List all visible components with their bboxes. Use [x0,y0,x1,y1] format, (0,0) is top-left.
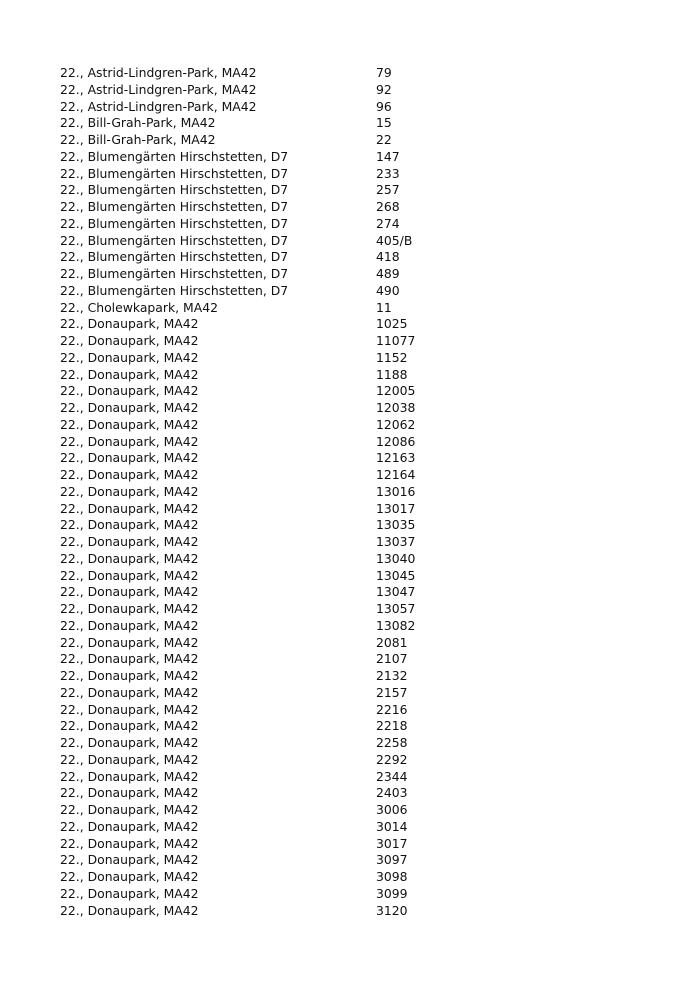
number-cell: 92 [376,81,392,97]
location-cell: 22., Donaupark, MA42 [60,416,199,432]
location-cell: 22., Blumengärten Hirschstetten, D7 [60,232,289,248]
location-cell: 22., Donaupark, MA42 [60,802,199,817]
location-cell: 22., Blumengärten Hirschstetten, D7 [60,215,289,231]
number-cell: 3099 [376,885,408,901]
number-cell: 79 [376,65,392,80]
location-cell: 22., Donaupark, MA42 [60,668,199,683]
location-cell: 22., Donaupark, MA42 [60,869,199,884]
number-cell: 1025 [376,316,408,332]
number-cell: 22 [376,132,392,147]
location-cell: 22., Blumengärten Hirschstetten, D7 [60,165,289,181]
location-cell: 22., Donaupark, MA42 [60,333,199,348]
number-cell: 13037 [376,534,416,549]
number-cell: 12038 [376,400,416,415]
location-cell: 22., Donaupark, MA42 [60,366,199,382]
number-cell: 13017 [376,500,416,516]
location-cell: 22., Blumengärten Hirschstetten, D7 [60,249,289,265]
number-cell: 2258 [376,735,408,750]
number-cell: 3097 [376,852,408,868]
location-cell: 22., Donaupark, MA42 [60,500,199,516]
number-cell: 257 [376,182,400,198]
number-cell: 12164 [376,467,416,482]
number-cell: 11077 [376,333,416,348]
number-cell: 13035 [376,517,416,533]
number-cell: 274 [376,215,400,231]
number-cell: 3017 [376,835,408,851]
location-cell: 22., Blumengärten Hirschstetten, D7 [60,182,289,198]
location-cell: 22., Blumengärten Hirschstetten, D7 [60,266,289,281]
location-cell: 22., Donaupark, MA42 [60,467,199,482]
location-cell: 22., Donaupark, MA42 [60,517,199,533]
number-cell: 13016 [376,483,416,499]
number-cell: 2107 [376,651,408,667]
location-cell: 22., Astrid-Lindgren-Park, MA42 [60,65,257,80]
number-cell: 13045 [376,567,416,583]
number-cell: 147 [376,148,400,164]
location-cell: 22., Donaupark, MA42 [60,751,199,767]
number-cell: 233 [376,165,400,181]
location-cell: 22., Donaupark, MA42 [60,567,199,583]
number-cell: 12062 [376,416,416,432]
number-cell: 3098 [376,869,408,884]
number-cell: 1152 [376,349,408,365]
number-cell: 2292 [376,751,408,767]
location-cell: 22., Donaupark, MA42 [60,534,199,549]
location-cell: 22., Donaupark, MA42 [60,785,199,801]
number-cell: 2216 [376,701,408,717]
location-cell: 22., Donaupark, MA42 [60,885,199,901]
number-cell: 12005 [376,383,416,399]
number-cell: 418 [376,249,400,265]
location-cell: 22., Bill-Grah-Park, MA42 [60,115,216,131]
location-cell: 22., Blumengärten Hirschstetten, D7 [60,282,289,298]
number-cell: 3006 [376,802,408,817]
number-cell: 11 [376,299,392,315]
location-cell: 22., Donaupark, MA42 [60,852,199,868]
location-cell: 22., Donaupark, MA42 [60,651,199,667]
number-cell: 489 [376,266,400,281]
location-cell: 22., Cholewkapark, MA42 [60,299,218,315]
location-cell: 22., Donaupark, MA42 [60,450,199,466]
location-cell: 22., Donaupark, MA42 [60,584,199,600]
location-cell: 22., Donaupark, MA42 [60,902,199,918]
number-cell: 13047 [376,584,416,600]
number-cell: 1188 [376,366,408,382]
location-cell: 22., Donaupark, MA42 [60,483,199,499]
number-cell: 13057 [376,601,416,616]
location-cell: 22., Bill-Grah-Park, MA42 [60,132,216,147]
number-cell: 2344 [376,768,408,784]
number-cell: 12163 [376,450,416,466]
location-cell: 22., Donaupark, MA42 [60,433,199,449]
location-cell: 22., Donaupark, MA42 [60,550,199,566]
number-cell: 13040 [376,550,416,566]
number-cell: 3014 [376,818,408,834]
location-cell: 22., Donaupark, MA42 [60,634,199,650]
location-cell: 22., Blumengärten Hirschstetten, D7 [60,199,289,214]
location-cell: 22., Donaupark, MA42 [60,684,199,700]
location-cell: 22., Donaupark, MA42 [60,400,199,415]
location-cell: 22., Donaupark, MA42 [60,617,199,633]
location-cell: 22., Donaupark, MA42 [60,718,199,734]
location-cell: 22., Donaupark, MA42 [60,835,199,851]
location-cell: 22., Donaupark, MA42 [60,601,199,616]
location-cell: 22., Donaupark, MA42 [60,818,199,834]
location-cell: 22., Donaupark, MA42 [60,701,199,717]
location-cell: 22., Blumengärten Hirschstetten, D7 [60,148,289,164]
number-cell: 490 [376,282,400,298]
location-cell: 22., Donaupark, MA42 [60,316,199,332]
location-cell: 22., Astrid-Lindgren-Park, MA42 [60,81,257,97]
location-cell: 22., Astrid-Lindgren-Park, MA42 [60,98,257,114]
location-cell: 22., Donaupark, MA42 [60,349,199,365]
number-cell: 2218 [376,718,408,734]
number-cell: 2081 [376,634,408,650]
number-cell: 96 [376,98,392,114]
number-cell: 2403 [376,785,408,801]
number-cell: 3120 [376,902,408,918]
location-cell: 22., Donaupark, MA42 [60,383,199,399]
number-cell: 12086 [376,433,416,449]
number-cell: 2157 [376,684,408,700]
number-cell: 15 [376,115,392,131]
number-cell: 2132 [376,668,408,683]
location-cell: 22., Donaupark, MA42 [60,735,199,750]
number-cell: 268 [376,199,400,214]
location-cell: 22., Donaupark, MA42 [60,768,199,784]
number-cell: 405/B [376,232,413,248]
number-cell: 13082 [376,617,416,633]
